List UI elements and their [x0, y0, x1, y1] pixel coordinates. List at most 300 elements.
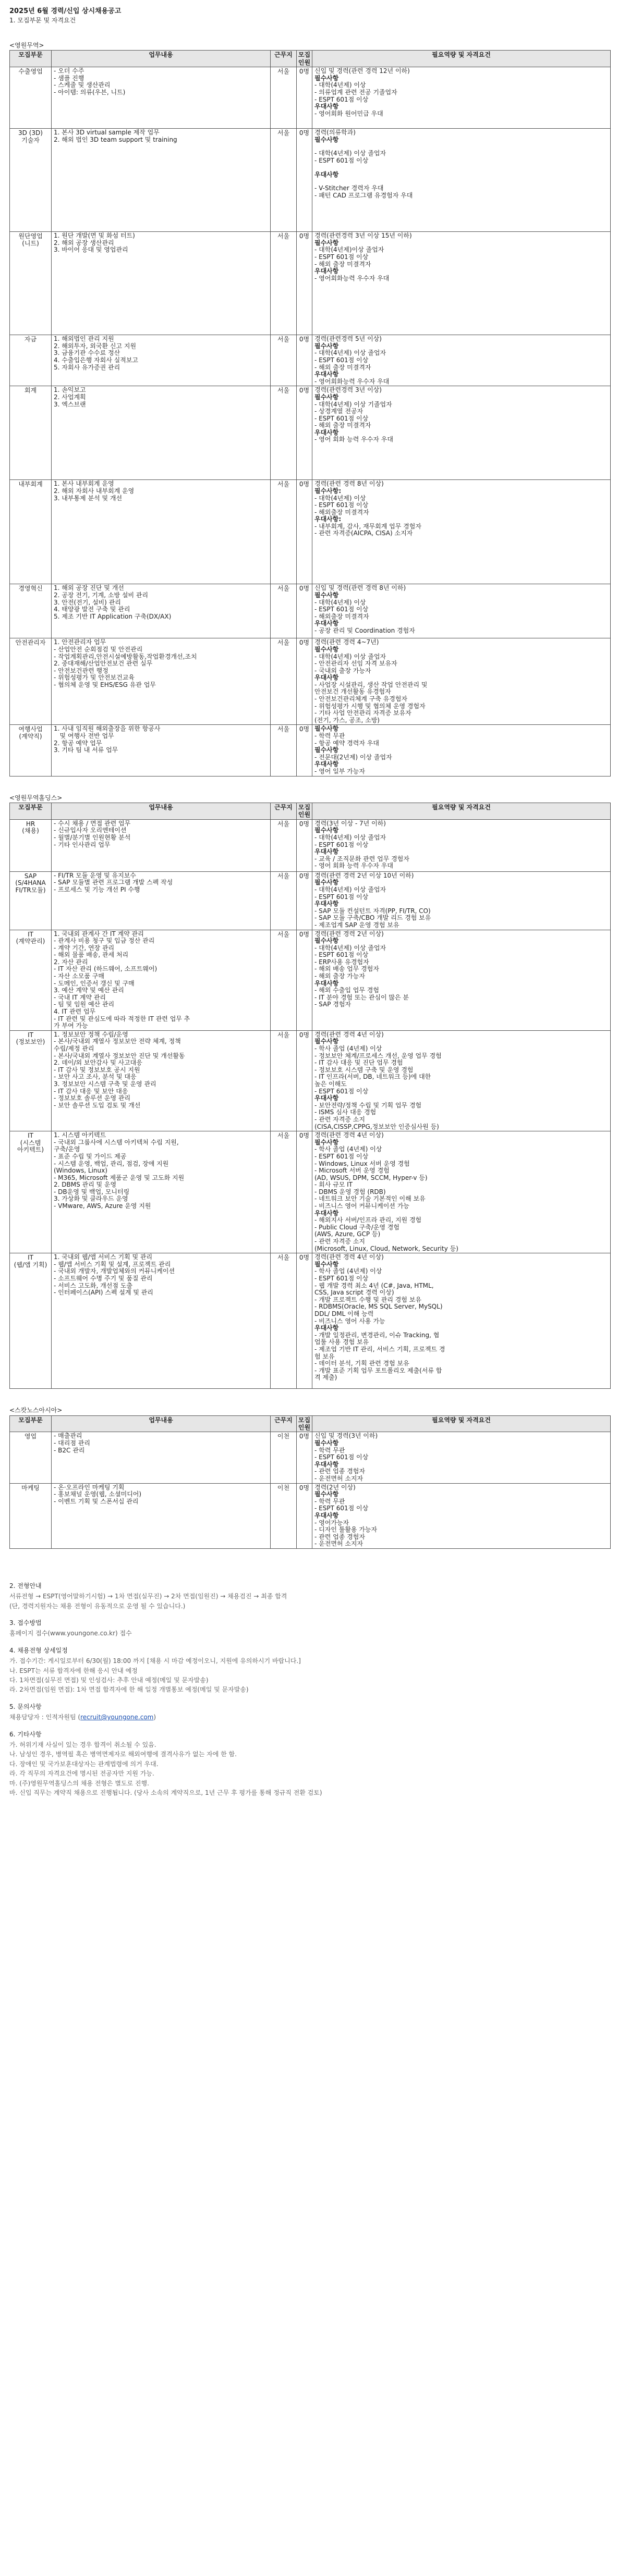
requirement-line: 우대사항 [314, 979, 339, 987]
table-row [10, 1483, 611, 1548]
requirement-line: - ESPT 601점 이상 [314, 893, 369, 901]
table-row [10, 129, 611, 232]
table-row [10, 584, 611, 638]
requirement-line: 우대사항 [314, 620, 339, 627]
duty-line: 2. 해외 법인 3D team support 및 training [54, 135, 177, 143]
requirement-line: - 대학(4년제) 이상 졸업자 [314, 652, 386, 660]
requirements-cell [312, 386, 611, 480]
requirement-line: - 해외 수출입 업무 경험 [314, 987, 379, 994]
column-header: 모집인원 [297, 1415, 312, 1432]
requirement-line: 우대사항 [314, 371, 339, 378]
section-label: <영원무역> [9, 41, 44, 49]
requirement-line: 우대사항 [314, 848, 339, 856]
requirements-cell [312, 1253, 611, 1389]
tables-container [9, 42, 609, 1567]
requirement-line: - 대학(4년제) 이상 기졸업자 [314, 400, 392, 408]
requirement-line: - IT 감사 대응 및 진단 업무 경험 [314, 1059, 403, 1067]
duty-line: 2. 해외 자회사 내부회계 운영 [54, 487, 135, 495]
contact-suffix: ) [153, 1714, 156, 1721]
duty-line: 1. 정보보안 정책 수립/운영 [54, 1030, 128, 1038]
location-cell: 서울 [271, 584, 297, 638]
duty-line: - 본사/국내외 계열사 정보보안 진단 및 개선활동 [54, 1052, 185, 1059]
requirement-line: - SAP 모듈 컨설턴트 자격(PP, FI/TR, CO) [314, 907, 431, 915]
requirement-line: 신입 및 경력(3년 이하) [314, 1432, 378, 1440]
duties-cell [52, 386, 271, 480]
duty-line: 5. 자회사 유가증권 관리 [54, 363, 120, 371]
duty-line: 4. 태양광 발전 구축 및 관리 [54, 606, 130, 613]
schedule-line: 다. 1차면접(실무진 면접) 및 인성검사: 추후 안내 예정(메일 및 문자발송) [9, 1677, 209, 1684]
position-name: 수출영업 [18, 68, 43, 76]
requirement-line: - ESPT 601점 이상 [314, 841, 369, 848]
requirement-line: (Microsoft, Linux, Cloud, Network, Security 등) [314, 1244, 458, 1252]
duty-line: 1. 해외법인 관리 지원 [54, 335, 114, 343]
duty-line: - VMware, AWS, Azure 운영 지원 [54, 1202, 151, 1210]
requirement-line: - 안전관리자 선임 자격 보유자 [314, 660, 397, 668]
duties-cell [52, 871, 271, 930]
duty-line: - 아이템: 의류(우븐, 니트) [54, 88, 126, 96]
requirements-cell [312, 584, 611, 638]
requirements-cell [312, 1030, 611, 1131]
section-spacer [9, 777, 609, 794]
table-row [10, 1253, 611, 1389]
requirement-line: 우대사항 [314, 170, 339, 178]
position-cell [10, 232, 52, 335]
requirement-line: - 대학(4년제) 이상 졸업자 [314, 349, 386, 357]
duties-cell [52, 584, 271, 638]
location-cell: 서울 [271, 638, 297, 725]
requirement-line: 우대사항 [314, 1460, 339, 1468]
column-header: 모집부문 [10, 1415, 52, 1432]
duty-line: - 협의체 운영 및 EHS/ESG 유관 업무 [54, 681, 156, 688]
requirement-line: - 대학(4년제) 이상 졸업자 [314, 885, 386, 893]
requirement-line: - 사업장 시설관리, 생산 작업 안전관리 및 [314, 681, 428, 688]
table-header [10, 51, 611, 67]
headcount-cell: 0명 [297, 1131, 312, 1253]
duty-line: - FI/TR 모듈 운영 및 유지보수 [54, 871, 136, 879]
duty-line: - 온·오프라인 마케팅 기획 [54, 1483, 125, 1491]
requirement-line: - 안전보건관리체계 구축 유경험자 [314, 695, 408, 703]
column-header: 업무내용 [52, 803, 271, 819]
header-row [10, 1415, 611, 1432]
requirement-line: - 학사 졸업 (4년제) 이상 [314, 1267, 382, 1275]
duty-line: - 시스템 운영, 백업, 관리, 점검, 장애 지원 [54, 1160, 169, 1167]
duty-line: 3. 내부통제 분석 및 개선 [54, 494, 123, 502]
duty-line: - 월별/분기별 인원현황 분석 [54, 833, 131, 841]
requirement-line: - ISMS 심사 대응 경험 [314, 1108, 377, 1116]
duty-line: 구축/운영 [54, 1145, 80, 1153]
position-cell [10, 930, 52, 1030]
position-name: (S/4HANA [15, 879, 46, 887]
location-cell: 서울 [271, 1030, 297, 1131]
requirement-line: 필수사항 [314, 393, 339, 401]
duty-line: - 스케줄 및 생산관리 [54, 81, 111, 89]
duty-line: 2. 해외 공장 생산관리 [54, 239, 114, 246]
requirement-line: 필수사항 [314, 746, 339, 754]
requirement-line: 필수사항 [314, 827, 339, 834]
requirement-line: - 대학(4년제)이상 졸업자 [314, 246, 384, 254]
duty-line: - 도메인, 인증서 갱신 및 구매 [54, 979, 135, 987]
requirement-line: - ESPT 601점 이상 [314, 1453, 369, 1461]
requirement-line: 우대사항 [314, 1324, 339, 1332]
requirement-line: - Windows, Linux 서버 운영 경험 [314, 1160, 410, 1167]
requirement-line: CSS, Java script 경력 이상) [314, 1289, 394, 1297]
location-cell: 서울 [271, 819, 297, 871]
requirement-line: 우대사항 [314, 1094, 339, 1102]
requirement-line: - 제조업 기반 IT 관리, 서비스 기획, 프로젝트 경 [314, 1345, 445, 1353]
duty-line: - 대리점 관리 [54, 1439, 90, 1447]
column-header: 필요역량 및 자격요건 [312, 1415, 611, 1432]
contact-heading: 5. 문의사항 [9, 1703, 42, 1710]
requirement-line: 우대사항 [314, 674, 339, 682]
duty-line: - 홍보채널 운영(웹, 소셜미디어) [54, 1490, 142, 1498]
table-row [10, 1030, 611, 1131]
duties-cell [52, 1253, 271, 1389]
requirement-line: 우대사항 [314, 267, 339, 275]
requirement-line: - 상경계열 전공자 [314, 408, 363, 415]
misc-line: 가. 허위기재 사실이 있는 경우 합격이 취소될 수 있음. [9, 1741, 156, 1748]
duties-cell [52, 725, 271, 776]
position-name: (계약관리) [16, 938, 45, 945]
requirement-line: - ESPT 601점 이상 [314, 156, 369, 164]
location-cell: 서울 [271, 930, 297, 1030]
requirement-line: (CISA,CISSP,CPPG,정보보안 인증심사원 등) [314, 1123, 439, 1130]
headcount-cell: 0명 [297, 335, 312, 386]
requirement-line: - 위험성평가 시행 및 협의체 운영 경험자 [314, 702, 426, 710]
duty-line: - 안전보건관련 행정 [54, 667, 108, 674]
position-name: 아키텍트) [17, 1146, 44, 1154]
requirement-line: - 대학(4년제) 이상 졸업자 [314, 833, 386, 841]
requirement-line: 필수사항 [314, 342, 339, 350]
duty-line: - 표준 수립 및 가이드 제공 [54, 1152, 127, 1160]
requirement-line: 경력(관련 경력 4~7년) [314, 638, 379, 646]
duty-line: - 보안 사고 조사, 분석 및 대응 [54, 1073, 137, 1081]
duty-line: - 팀 및 임원 예산 관리 [54, 1001, 115, 1008]
requirement-line: - 운전면허 소지자 [314, 1474, 363, 1482]
requirement-line: - 학력 무관 [314, 1446, 345, 1454]
requirement-line: 경력(관련 경력 4년 이상) [314, 1131, 384, 1139]
position-name: 3D (3D) [18, 129, 43, 137]
requirement-line: 안전보건 개선활동 유경험자 [314, 688, 391, 696]
duties-cell [52, 232, 271, 335]
table-header [10, 1415, 611, 1432]
requirement-line: - ESPT 601점 이상 [314, 1505, 369, 1512]
section-spacer [9, 1549, 609, 1567]
requirement-line: - 영어회화능력 우수자 우대 [314, 274, 390, 282]
location-cell: 이천 [271, 1432, 297, 1483]
position-cell [10, 1131, 52, 1253]
requirement-line: - 해외 배송 업무 경험자 [314, 965, 379, 973]
position-name: (웹/앱 기획) [14, 1261, 47, 1268]
location-cell: 서울 [271, 67, 297, 129]
requirement-line: - 해외 출장 미결격자 [314, 260, 371, 268]
contact-email-link[interactable]: recruit@youngone.com [80, 1714, 154, 1721]
requirement-line: - 비즈니스 영어 사용 가능 [314, 1317, 385, 1325]
location-cell: 서울 [271, 335, 297, 386]
duty-line: 가 부여 가능 [54, 1022, 88, 1030]
requirement-line: 필수사항 [314, 645, 339, 653]
position-name: IT [28, 1132, 33, 1140]
requirements-cell [312, 1483, 611, 1548]
duty-line: - 신규입사자 오리엔테이션 [54, 827, 127, 834]
requirement-line: - 해외출장 미결격자 [314, 508, 369, 516]
contact-line [9, 1714, 609, 1721]
duty-line: 4. IT 관련 업무 [54, 1008, 96, 1016]
requirement-line: 우대사항 [314, 428, 339, 436]
position-name: IT [28, 1254, 33, 1262]
table-body [10, 819, 611, 1388]
table-row [10, 386, 611, 480]
position-cell [10, 1253, 52, 1389]
schedule-line: 라. 2차면접(임원 면접): 1차 면접 합격자에 한 해 일정 개별통보 예정(메일 및 문자발송) [9, 1686, 249, 1694]
requirement-line: - 대학(4년제) 이상 [314, 81, 366, 89]
misc-heading: 6. 기타사항 [9, 1730, 42, 1738]
requirement-line: 경력(관련경력 3년 이상) [314, 386, 382, 394]
requirement-line: - SAP 모듈 구축/CBO 개발 리드 경험 보유 [314, 914, 431, 922]
duty-line: 2. 해외투자, 외국환 신고 지원 [54, 342, 137, 350]
position-cell [10, 129, 52, 232]
duties-cell [52, 480, 271, 584]
duties-cell [52, 129, 271, 232]
table-body [10, 1432, 611, 1549]
duty-line: 3. 금융기관 수수료 정산 [54, 349, 120, 357]
duty-line: 1. 손익보고 [54, 386, 86, 394]
position-name: HR [26, 820, 35, 828]
requirement-line: 우대사항 [314, 760, 339, 768]
duties-cell [52, 1131, 271, 1253]
requirement-line: - Public Cloud 구축/운영 경험 [314, 1223, 399, 1231]
requirement-line: - 영어 일부 가능자 [314, 768, 365, 775]
column-header: 모집부문 [10, 51, 52, 67]
duty-line: 3. 가상화 및 클라우드 운영 [54, 1195, 128, 1203]
requirement-line: - ESPT 601점 이상 [314, 356, 369, 364]
duty-line: - 매출관리 [54, 1432, 82, 1440]
duty-line: - 이벤트 기획 및 스폰서십 관리 [54, 1497, 139, 1505]
requirement-line: 필수사항 [314, 591, 339, 599]
duty-line: 3. 정보보안 시스템 구축 및 운영 관리 [54, 1080, 156, 1088]
position-cell [10, 386, 52, 480]
requirement-line: - ESPT 601점 이상 [314, 501, 369, 509]
requirement-line: - ESPT 601점 이상 [314, 606, 369, 613]
duty-line: - 국내외 그룹사에 시스템 아키텍처 수립 지원, [54, 1138, 179, 1146]
requirement-line: - ESPT 601점 이상 [314, 253, 369, 261]
location-cell: 이천 [271, 1483, 297, 1548]
position-cell [10, 638, 52, 725]
duty-line: 5. 제조 기반 IT Application 구축(DX/AX) [54, 612, 172, 620]
requirement-line: - 해외지사 서버/인프라 관리, 지원 경험 [314, 1216, 422, 1224]
requirement-line: - 회사 규모 IT [314, 1181, 353, 1189]
position-name: 안전관리자 [15, 639, 46, 647]
duty-line: 1. 본사 내부회계 운영 [54, 480, 114, 488]
requirements-cell [312, 930, 611, 1030]
requirement-line: 필수사항 [314, 135, 339, 143]
requirement-line: - 관련 자격증 소지 [314, 1238, 365, 1246]
recruit-table [9, 50, 611, 776]
headcount-cell: 0명 [297, 584, 312, 638]
requirement-line: 경력(관련 경력 8년 이상) [314, 480, 384, 488]
location-cell: 서울 [271, 1253, 297, 1389]
duty-line: 3. 바이어 응대 및 영업관리 [54, 246, 128, 254]
requirement-line: 필수사항 [314, 74, 339, 82]
misc-block [9, 1731, 609, 1797]
duty-line: - 국내 IT 계약 관리 [54, 993, 106, 1001]
duty-line: 3. 엑스브랜 [54, 400, 86, 408]
process-block [9, 1582, 609, 1610]
recruit-table [9, 1415, 611, 1549]
requirement-line: 필수사항 [314, 1138, 339, 1146]
requirement-line: 신입 및 경력(관련 경력 8년 이하) [314, 584, 406, 592]
duty-line: 2. 공장 전기, 기계, 소방 설비 관리 [54, 591, 149, 599]
section-heading-recruit-areas: 1. 모집부문 및 자격요건 [9, 16, 76, 24]
requirement-line: - 학력 무관 [314, 732, 345, 740]
column-header: 모집부문 [10, 803, 52, 819]
headcount-cell: 0명 [297, 1483, 312, 1548]
duty-line: - IT 감사 대응 및 보안 대응 [54, 1087, 128, 1095]
position-name: IT [28, 1031, 33, 1039]
requirement-line: - RDBMS(Oracle, MS SQL Server, MySQL) [314, 1303, 443, 1311]
table-row [10, 725, 611, 776]
duty-line: 1. 국내외 관계사 간 IT 계약 관리 [54, 930, 144, 938]
requirement-line: - ESPT 601점 이상 [314, 95, 369, 103]
duty-line: - IT 감사 및 정보보호 공시 지원 [54, 1066, 140, 1074]
schedule-block [9, 1647, 609, 1694]
duty-line: - 국내외 개발자, 개발업체와의 커뮤니케이션 [54, 1267, 175, 1275]
headcount-cell: 0명 [297, 1253, 312, 1389]
duty-line: - 프로세스 및 기능 개선 PI 수행 [54, 885, 140, 893]
position-cell [10, 725, 52, 776]
requirement-line: - IT 분야 경험 또는 관심이 많은 분 [314, 993, 409, 1001]
requirements-cell [312, 1432, 611, 1483]
duty-line: 2. DBMS 관리 및 운영 [54, 1181, 117, 1189]
position-name: (정보보안) [16, 1038, 45, 1046]
location-cell: 서울 [271, 725, 297, 776]
position-cell [10, 584, 52, 638]
requirement-line: 우대사항 [314, 900, 339, 908]
requirement-line: - 영어가능자 [314, 1519, 349, 1526]
column-header: 필요역량 및 자격요건 [312, 51, 611, 67]
duty-line: - 수시 채용 / 면접 관련 업무 [54, 819, 131, 827]
duties-cell [52, 638, 271, 725]
misc-line: 라. 각 직무의 자격요건에 명시된 전공자만 지원 가능. [9, 1770, 154, 1778]
duty-line: - 산업안전 순회점검 및 안전관리 [54, 645, 143, 653]
requirement-line: - 영어 회화 능력 우수자 우대 [314, 436, 393, 443]
duty-line: 및 여행사 전반 업무 [54, 732, 114, 740]
requirement-line: - 내부회계, 감사, 재무회계 업무 경험자 [314, 522, 421, 530]
requirement-line: 필수사항 [314, 1490, 339, 1498]
requirement-line: 우대사항 [314, 1511, 339, 1519]
duty-line: - IT 자산 관리 (하드웨어, 소프트웨어) [54, 965, 157, 973]
section-label: <영원무역홀딩스> [9, 794, 63, 802]
column-header: 근무지 [271, 803, 297, 819]
requirement-line: - 대학(4년제) 이상 졸업자 [314, 944, 386, 952]
requirement-line [314, 165, 608, 171]
duties-cell [52, 930, 271, 1030]
duty-line: - IT 관련 및 관심도에 따라 적정한 IT 관련 업무 추 [54, 1015, 190, 1022]
requirements-cell [312, 67, 611, 129]
requirement-line: - ESPT 601점 이상 [314, 1087, 369, 1095]
duty-line: - 기타 인사관리 업무 [54, 841, 111, 848]
requirement-line: - 항공 예약 경력자 우대 [314, 739, 379, 747]
misc-line: 바. 신입 직무는 계약직 채용으로 진행됩니다. (당사 소속의 계약직으로, 1년 근무 후 평가를 통해 정규직 전환 검토) [9, 1789, 322, 1796]
position-cell [10, 480, 52, 584]
requirement-line: - 해외 출장 가능자 [314, 972, 365, 980]
duty-line: 2. 중대재해/산업안전보건 관련 실무 [54, 660, 153, 668]
duty-line: 1. 시스템 아키텍트 [54, 1131, 106, 1139]
process-line: 서류전형 → ESPT(영어말하기시험) → 1차 면접(실무진) → 2차 면접(임원진) → 채용검진 → 최종 합격 [9, 1593, 287, 1600]
requirements-cell [312, 725, 611, 776]
requirement-line: - DBMS 운영 경험 (RDB) [314, 1188, 386, 1195]
position-cell [10, 67, 52, 129]
duty-line: - 웹/앱 서비스 기획 및 설계, 프로젝트 관리 [54, 1260, 171, 1268]
requirement-line: - 영어회화능력 우수자 우대 [314, 377, 390, 385]
headcount-cell: 0명 [297, 930, 312, 1030]
requirement-line: - 대학(4년제) 이상 [314, 598, 366, 606]
position-name: 자금 [24, 336, 37, 343]
position-name: (채용) [22, 827, 39, 835]
section-label: <스캇노스아시아> [9, 1407, 63, 1414]
requirement-line: - 웹 개발 경력 최소 4년 (C#, Java, HTML, [314, 1281, 434, 1289]
requirement-line: - 국내외 출장 가능자 [314, 667, 371, 674]
position-name: 영업 [24, 1433, 37, 1440]
duty-line: 1. 원단 개발(면 및 화섬 터트) [54, 232, 135, 240]
duty-line: - 관계사 비용 청구 및 입금 정산 관리 [54, 937, 155, 945]
requirement-line: 필수사항 [314, 1439, 339, 1447]
duty-line: - 본사/국내외 계열사 정보보안 전략 체계, 정책 [54, 1038, 181, 1045]
location-cell: 서울 [271, 871, 297, 930]
contact-prefix: 채용담당자 : 인적자원팀 ( [9, 1714, 81, 1721]
requirements-cell [312, 335, 611, 386]
requirement-line: 높은 이해도 [314, 1080, 347, 1088]
header-row [10, 803, 611, 819]
headcount-cell: 0명 [297, 819, 312, 871]
table-row [10, 819, 611, 871]
location-cell: 서울 [271, 480, 297, 584]
duty-line: 3. 기타 팀 내 서류 업무 [54, 746, 118, 754]
duty-line: 3. 안전(전기, 설비) 관리 [54, 598, 121, 606]
duty-line: 1. 국내외 웹/앱 서비스 기획 및 관리 [54, 1253, 153, 1261]
table-row [10, 638, 611, 725]
position-name: IT [28, 930, 33, 938]
duty-line: 2. 사업계획 [54, 393, 86, 401]
header-row [10, 51, 611, 67]
duties-cell [52, 335, 271, 386]
duties-cell [52, 67, 271, 129]
schedule-line: 가. 접수기간: 게시일로부터 6/30(월) 18:00 까지 [채용 시 마감 예정이오니, 지원에 유의하시기 바랍니다.] [9, 1657, 301, 1665]
requirement-line: - ESPT 601점 이상 [314, 414, 369, 422]
location-cell: 서울 [271, 1131, 297, 1253]
requirement-line: - 대학(4년제) 이상 졸업자 [314, 150, 386, 157]
duty-line: - SAP 모듈별 관련 프로그램 개발 스펙 작성 [54, 879, 173, 886]
apply-block [9, 1619, 609, 1637]
requirement-line: - 전문대(2년제) 이상 졸업자 [314, 753, 392, 761]
duty-line: - M365, Microsoft 제품군 운영 및 고도화 지원 [54, 1174, 185, 1181]
duty-line: - 소프트웨어 수명 주기 및 품질 관리 [54, 1275, 153, 1283]
duty-line: 1. 해외 공장 진단 및 개선 [54, 584, 124, 592]
table-row [10, 871, 611, 930]
misc-line: 마. (주)영원무역홀딩스의 채용 전형은 별도로 진행. [9, 1779, 149, 1787]
duty-line: 2. 자산 관리 [54, 958, 88, 966]
requirement-line: 필수사항 [314, 1260, 339, 1268]
duty-line: - B2C 관리 [54, 1446, 85, 1454]
position-name: 기술자 [21, 136, 40, 144]
headcount-cell: 0명 [297, 129, 312, 232]
duties-cell [52, 819, 271, 871]
requirement-line: 경력(관련 경력 4년 이상) [314, 1253, 384, 1261]
requirement-line: 필수사항 [314, 937, 339, 945]
position-name: 경영혁신 [18, 585, 43, 593]
requirements-cell [312, 819, 611, 871]
duty-line: 2. 데이/외 보안감사 및 사고대응 [54, 1059, 142, 1067]
requirement-line: 신입 및 경력(관련 경력 12년 이하) [314, 67, 410, 75]
